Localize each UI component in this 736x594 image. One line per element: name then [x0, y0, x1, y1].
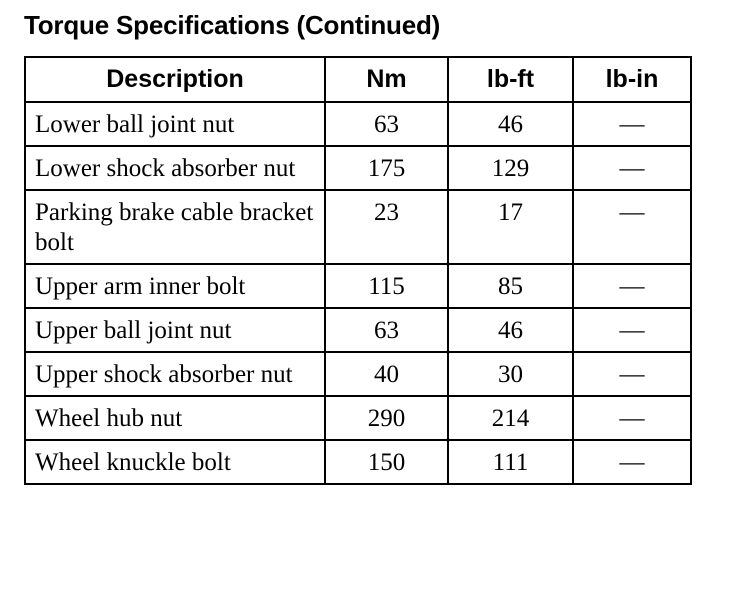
row-lb-ft: 46 [448, 102, 573, 146]
row-lb-ft: 85 [448, 264, 573, 308]
row-lb-in: — [573, 146, 691, 190]
row-nm: 23 [325, 190, 448, 264]
column-header-nm: Nm [325, 57, 448, 102]
column-header-lb-ft: lb-ft [448, 57, 573, 102]
row-nm: 115 [325, 264, 448, 308]
table-row [25, 102, 691, 146]
row-lb-in: — [573, 352, 691, 396]
row-lb-in: — [573, 264, 691, 308]
table-row [25, 308, 691, 352]
row-lb-ft: 111 [448, 440, 573, 484]
row-nm: 150 [325, 440, 448, 484]
table-header-row [25, 57, 691, 102]
row-nm: 290 [325, 396, 448, 440]
row-description: Wheel hub nut [25, 396, 325, 440]
row-nm: 63 [325, 308, 448, 352]
table-row [25, 352, 691, 396]
torque-spec-table [24, 56, 692, 485]
row-description: Lower ball joint nut [25, 102, 325, 146]
row-lb-in: — [573, 440, 691, 484]
row-lb-ft: 46 [448, 308, 573, 352]
row-lb-ft: 214 [448, 396, 573, 440]
row-nm: 40 [325, 352, 448, 396]
row-lb-ft: 30 [448, 352, 573, 396]
table-row [25, 440, 691, 484]
row-lb-in: — [573, 102, 691, 146]
table-row [25, 396, 691, 440]
row-description: Upper arm inner bolt [25, 264, 325, 308]
row-lb-ft: 129 [448, 146, 573, 190]
row-lb-in: — [573, 396, 691, 440]
table-row [25, 264, 691, 308]
row-description: Upper ball joint nut [25, 308, 325, 352]
table-row [25, 146, 691, 190]
row-description: Parking brake cable bracket bolt [25, 190, 325, 264]
table-row [25, 190, 691, 264]
column-header-description: Description [25, 57, 325, 102]
row-nm: 175 [325, 146, 448, 190]
row-nm: 63 [325, 102, 448, 146]
page-title: Torque Specifications (Continued) [24, 10, 441, 40]
row-lb-in: — [573, 308, 691, 352]
row-description: Lower shock absorber nut [25, 146, 325, 190]
row-description: Upper shock absorber nut [25, 352, 325, 396]
column-header-lb-in: lb-in [573, 57, 691, 102]
row-lb-in: — [573, 190, 691, 264]
row-lb-ft: 17 [448, 190, 573, 264]
row-description: Wheel knuckle bolt [25, 440, 325, 484]
